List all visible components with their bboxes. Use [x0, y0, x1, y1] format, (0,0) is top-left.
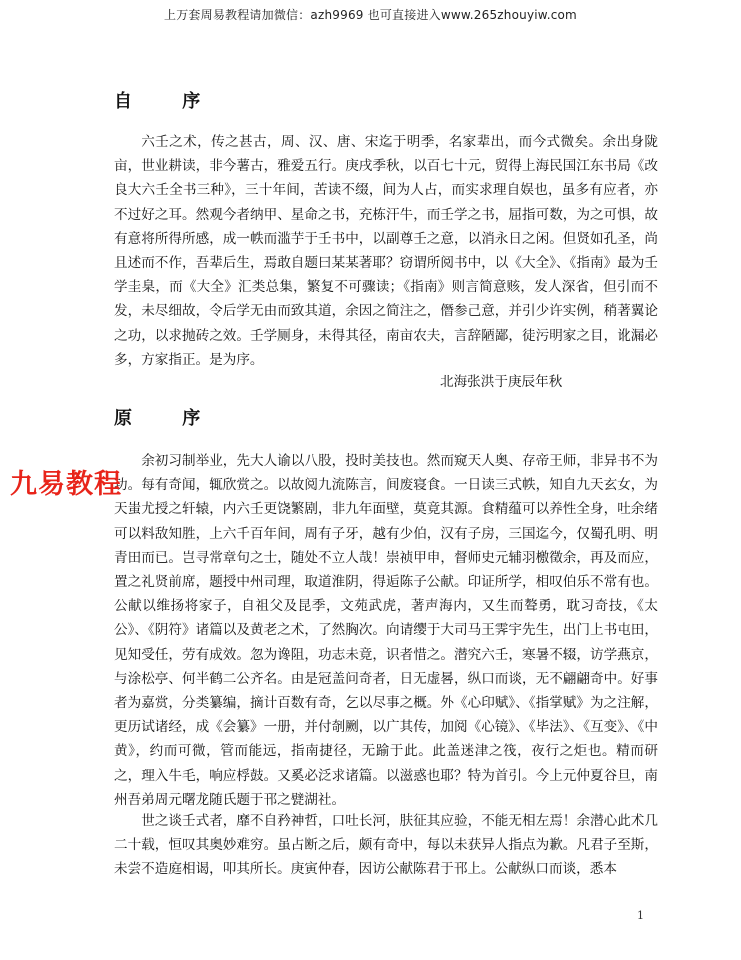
watermark-logo: 九易教程	[10, 469, 122, 500]
page-number: 1	[637, 909, 644, 922]
preface-paragraph: 六壬之术，传之甚古，周、汉、唐、宋迄于明季，名家辈出，而今式微矣。余出身陇亩，世业耕读，非今薯古，雅爱五行。庚戌季秋，以百七十元，贸得上海民国江东书局《改良大六壬全书三种》，三十年间，苦读不缀，间为人占，而实求理自娱也，虽多有应者，亦不过好之耳。然观今者纳甲、星命之书，充栋汗牛，而壬学之书，屈指可数，为之可惧，故有意将所得所感，成一帙而滥芋于壬书中，以副尊壬之意，以消永日之闲。但贤如孔圣，尚且述而不作，吾辈后生，焉敢自题曰某某著耶？窃谓所阅书中，以《大全》、《指南》最为壬学圭臬，而《大全》汇类总集，繁复不可骤读；《指南》则言简意赅，发人深省，但引而不发，未尽细故，令后学无由而致其道，余因之简注之，僭参己意，并引少许实例，稍著翼论之功，以求抛砖之效。壬学厕身，未得其径，南亩农夫，言辞陋鄙，徒污明家之目，讹漏必多，方家指正。是为序。	[114, 134, 658, 368]
preface-title: 自 序	[114, 91, 223, 112]
original-preface-paragraph-2: 世之谈壬式者，靡不自矜神哲，口吐长河，肤征其应验，不能无相左焉！余潜心此术几二十载，恒叹其奥妙难穷。虽占断之后，颇有奇中，每以未获异人指点为歉。凡君子至斯，未尝不造庭相谒，叩其所长。庚寅仲春，因访公献陈君于邗上。公献纵口而谈，悉本	[114, 813, 658, 878]
original-preface-title: 原 序	[114, 408, 223, 429]
preface-signature: 北海张洪于庚辰年秋	[440, 374, 563, 390]
page-header-contact-line: 上万套周易教程请加微信：azh9969 也可直接进入www.265zhouyiw.com	[164, 8, 577, 22]
original-preface-paragraph-1: 余初习制举业，先大人谕以八股，投时美技也。然而窥天人奥、存帝王师，非异书不为功。每有奇闻，辄欣赏之。以故阅九流陈言，间废寝食。一日读三式帙，知自九天玄女，为天蚩尤授之轩辕，内六壬更饶繁剧，非九年面壁，莫竟其源。食精蕴可以养性全身，吐余绪可以料敌知胜，上六千百年间，周有子牙，越有少伯，汉有子房，三国迄今，仅蜀孔明、明青田而已。岂寻常章句之士，随处不立人哉！崇祯甲申，督师史元辅羽檄徵余，再及而应，置之礼贤前席，题授中州司理，取道淮阴，得逅陈子公献。印证所学，相叹伯乐不常有也。公献以维扬将家子，自祖父及昆季，文苑武虎，著声海内，又生而聱勇，耽习奇技，《太公》、《阴符》诸篇以及黄老之术，了然胸次。向请缨于大司马王霁宇先生，出门上书屯田，见知受任，劳有成效。忽为谗阻，功志未竟，识者惜之。潜究六壬，寒暑不辍，访学燕京，与涂松亭、何半鹤二公齐名。由是冠盖问奇者，日无虚晷，纵口而谈，无不翩翩奇中。好事者为嘉赏，分类纂编，摘计百数有奇，乞以尽事之概。外《心印赋》、《指掌赋》为之注解，更历试诸经，成《会纂》一册，并付剞劂，以广其传，加阅《心镜》、《毕法》、《互变》、《中黄》，约而可微，管而能远，指南捷径，无踰于此。此盖迷津之筏，夜行之炬也。精而研之，理入牛毛，响应桴鼓。又奚必泛求诸篇。以滋惑也耶？特为首引。今上元仲夏谷旦，南州吾弟周元曙龙随氏题于邗之甓湖社。	[114, 453, 658, 808]
